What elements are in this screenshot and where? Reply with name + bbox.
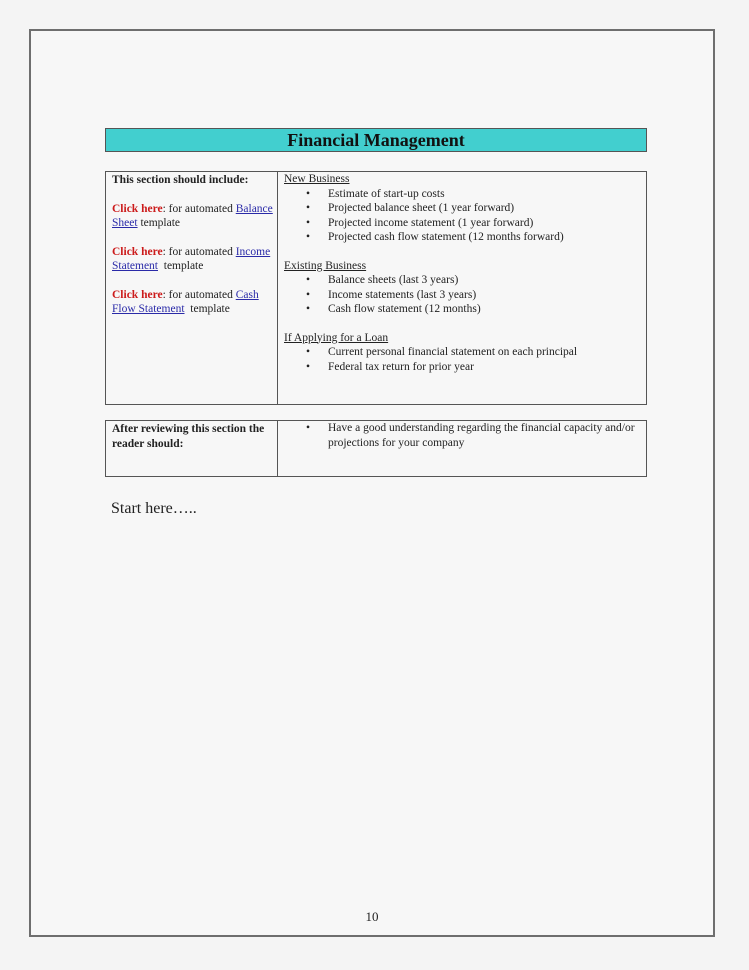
link-suffix: template bbox=[158, 260, 204, 272]
heading-loan: If Applying for a Loan bbox=[284, 331, 389, 344]
start-here-text[interactable]: Start here….. bbox=[111, 500, 197, 517]
list-item: • Estimate of start-up costs bbox=[284, 187, 642, 202]
list-item: • Projected cash flow statement (12 months forward) bbox=[284, 230, 642, 245]
link-prefix: : for automated bbox=[162, 245, 236, 258]
section-title: Financial Management bbox=[105, 128, 647, 152]
outcomes-right-cell bbox=[278, 421, 647, 477]
list-item: • Income statements (last 3 years) bbox=[284, 288, 642, 303]
requirements-table bbox=[105, 171, 647, 405]
list-item: • Current personal financial statement on each principal bbox=[284, 345, 642, 360]
document-page bbox=[29, 29, 715, 937]
template-link-income-statement bbox=[112, 245, 273, 274]
outcomes-list bbox=[284, 421, 642, 450]
list-item: • Federal tax return for prior year bbox=[284, 360, 642, 375]
new-business-list bbox=[284, 187, 642, 245]
list-item: • Projected income statement (1 year forward) bbox=[284, 216, 642, 231]
link-prefix: : for automated bbox=[162, 288, 236, 301]
list-item: • Have a good understanding regarding the financial capacity and/or projections for your company bbox=[284, 421, 642, 450]
outcomes-table bbox=[105, 420, 647, 477]
loan-list bbox=[284, 345, 642, 374]
click-here-link[interactable]: Click here bbox=[112, 288, 163, 301]
heading-new-business: New Business bbox=[284, 173, 350, 185]
balance-sheet-link[interactable]: Balance Sheet bbox=[112, 202, 273, 229]
list-item: • Projected balance sheet (1 year forward) bbox=[284, 201, 642, 216]
requirements-left-cell bbox=[106, 172, 278, 405]
requirements-right-cell bbox=[278, 172, 647, 405]
link-prefix: : for automated bbox=[162, 202, 236, 215]
outcomes-left-cell bbox=[106, 421, 278, 477]
page-number: 10 bbox=[365, 909, 379, 924]
existing-business-list bbox=[284, 273, 642, 317]
list-item: • Cash flow statement (12 months) bbox=[284, 302, 642, 317]
link-suffix: template bbox=[184, 303, 230, 315]
link-suffix: template bbox=[137, 217, 181, 229]
template-link-balance-sheet bbox=[112, 202, 273, 231]
template-link-cash-flow-statement bbox=[112, 288, 273, 317]
list-item: • Balance sheets (last 3 years) bbox=[284, 273, 642, 288]
section-intro: This section should include: bbox=[112, 174, 249, 186]
outcomes-intro: After reviewing this section the reader should: bbox=[112, 423, 265, 450]
click-here-link[interactable]: Click here bbox=[112, 202, 163, 215]
heading-existing-business: Existing Business bbox=[284, 259, 367, 272]
click-here-link[interactable]: Click here bbox=[112, 245, 163, 258]
cash-flow-statement-link[interactable]: Cash Flow Statement bbox=[112, 288, 259, 315]
income-statement-link[interactable]: Income Statement bbox=[112, 245, 271, 272]
